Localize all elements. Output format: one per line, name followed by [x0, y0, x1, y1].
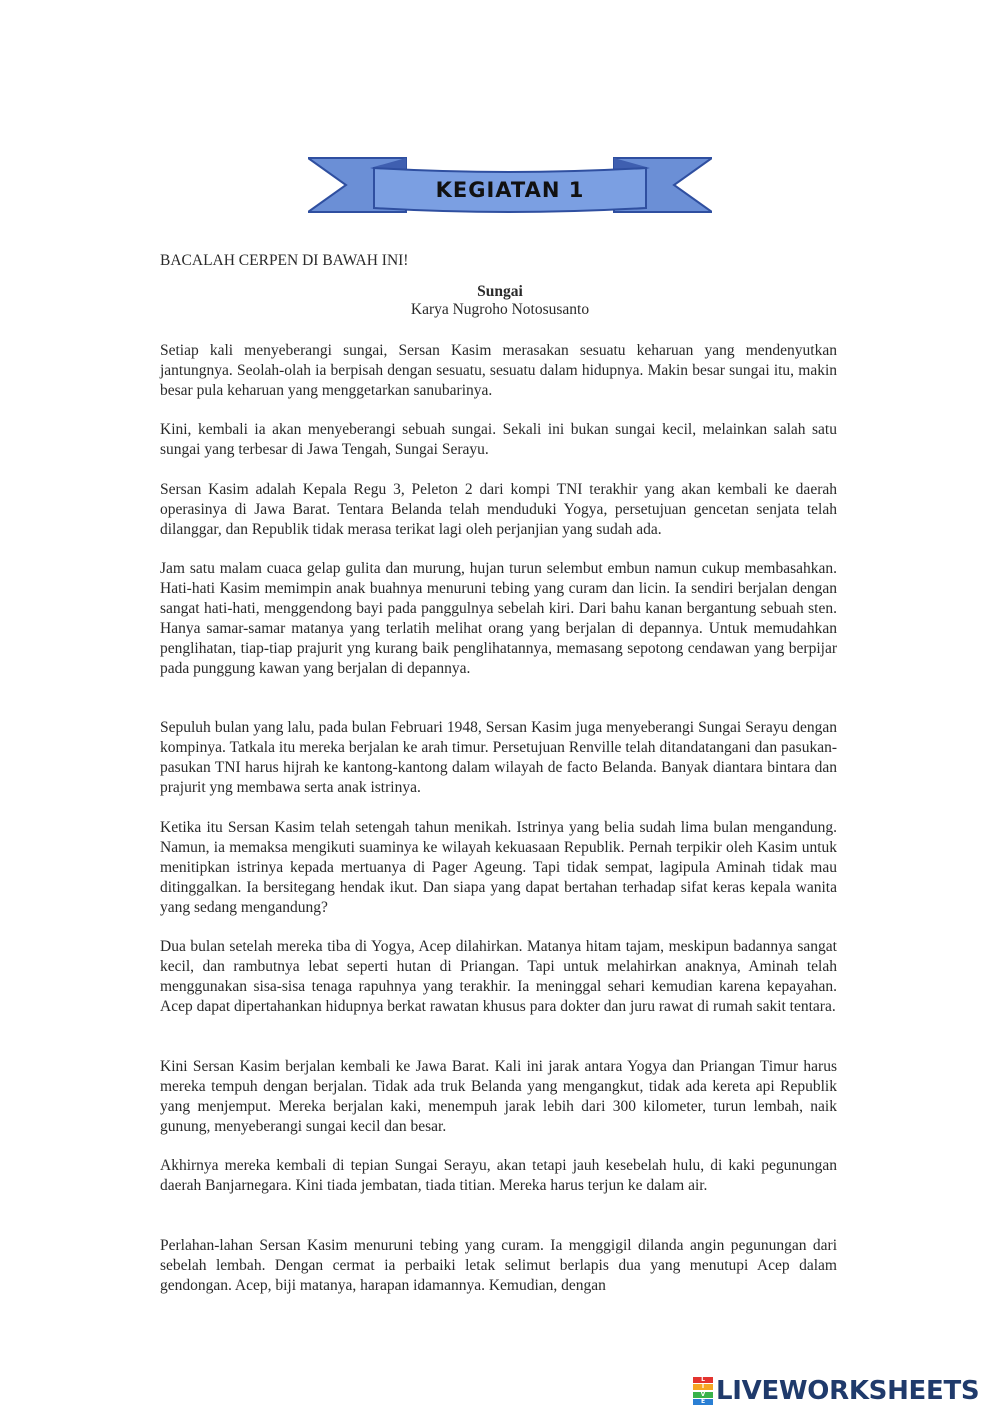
story-paragraph-6: Ketika itu Sersan Kasim telah setengah tahun menikah. Istrinya yang belia sudah lima bulan mengandung. Namun, ia memaksa mengikuti suaminya ke wilayah kekuasaan Republik. Pernah terpikir oleh Kasim untuk menitipkan istrinya kepada mertuanya di Pager Ageung. Tapi tidak sempat, lagipula Aminah tidak mau ditinggalkan. Ia bersitegang hendak ikut. Dan siapa yang dapat bertahan terhadap sifat keras kepala wanita yang sedang mengandung?: [160, 819, 837, 916]
banner-title: KEGIATAN 1: [435, 178, 585, 202]
story-title: Sungai: [477, 283, 523, 300]
story-paragraph-10: Perlahan-lahan Sersan Kasim menuruni tebing yang curam. Ia menggigil dilanda angin pegunungan dari sebelah lembah. Dengan cermat ia perbaiki letak selimut berlapis dua yang menutupi Acep dalam gendongan. Acep, biji matanya, harapan idamannya. Kemudian, dengan: [160, 1237, 837, 1294]
story-paragraph-7: Dua bulan setelah mereka tiba di Yogya, Acep dilahirkan. Matanya hitam tajam, meskipun badannya sangat kecil, dan rambutnya lebat seperti hutan di Priangan. Tapi untuk melahirkan anaknya, Aminah telah menggunakan sisa-sisa tenaga rapuhnya yang terakhir. Ia meninggal sehari kemudian karena kepayahan. Acep dapat dipertahankan hidupnya berkat rawatan khusus para dokter dan juru rawat di rumah sakit tentara.: [160, 938, 837, 1015]
logo-text: LIVEWORKSHEETS: [716, 1376, 980, 1406]
reading-instruction: BACALAH CERPEN DI BAWAH INI!: [160, 252, 409, 269]
story-paragraph-5: Sepuluh bulan yang lalu, pada bulan Februari 1948, Sersan Kasim juga menyeberangi Sungai Serayu dengan kompinya. Tatkala itu mereka berjalan ke arah timur. Persetujuan Renville telah ditandatangani dan pasukan-pasukan TNI harus hijrah ke kantong-kantong dalam wilayah de facto Belanda. Banyak diantara bintara dan prajurit yng membawa serta anak istrinya.: [160, 719, 837, 796]
story-paragraph-8: Kini Sersan Kasim berjalan kembali ke Jawa Barat. Kali ini jarak antara Yogya dan Priangan Timur harus mereka tempuh dengan berjalan. Tidak ada truk Belanda yang mengangkut, tidak ada kereta api Republik yang menjemput. Mereka berjalan kaki, menempuh jarak lebih dari 300 kilometer, turun lembah, naik gunung, menyeberangi sungai kecil dan besar.: [160, 1058, 837, 1135]
story-paragraph-9: Akhirnya mereka kembali di tepian Sungai Serayu, akan tetapi jauh kesebelah hulu, di kaki pegunungan daerah Banjarnegara. Kini tiada jembatan, tiada titian. Mereka harus terjun ke dalam air.: [160, 1157, 837, 1194]
story-author: Karya Nugroho Notosusanto: [410, 301, 590, 318]
story-paragraph-3: Sersan Kasim adalah Kepala Regu 3, Peleton 2 dari kompi TNI terakhir yang akan kembali ke daerah operasinya di Jawa Barat. Tentara Belanda telah menduduki Yogya, persetujuan gencetan senjata telah dilanggar, dan Republik tidak merasa terikat lagi oleh perjanjian yang sudah ada.: [160, 481, 837, 538]
story-paragraph-1: Setiap kali menyeberangi sungai, Sersan Kasim merasakan sesuatu keharuan yang mendenyutkan jantungnya. Seolah-olah ia berpisah dengan sesuatu, sesuatu dalam hidupnya. Makin besar sungai itu, makin besar pula keharuan yang menggetarkan sanubarinya.: [160, 342, 837, 399]
logo-mark-l: L: [693, 1377, 713, 1383]
activity-banner: [308, 150, 712, 220]
story-paragraph-4: Jam satu malam cuaca gelap gulita dan murung, hujan turun selembut embun namun cukup membasahkan. Hati-hati Kasim memimpin anak buahnya menuruni tebing yang curam dan licin. Ia sendiri berjalan dengan sangat hati-hati, menggendong bayi pada panggulnya sebelah kiri. Dari bahu kanan bergantung sebuah sten. Hanya samar-samar matanya yang terlatih melihat orang yang berjalan di depannya. Untuk memudahkan penglihatan, tiap-tiap prajurit yng kurang baik penglihatannya, memasang sepotong cendawan yang berpijar pada punggung kawan yang berjalan di depannya.: [160, 560, 837, 677]
liveworksheets-logo: [693, 1375, 979, 1407]
story-paragraph-2: Kini, kembali ia akan menyeberangi sebuah sungai. Sekali ini bukan sungai kecil, melainkan salah satu sungai yang terbesar di Jawa Tengah, Sungai Serayu.: [160, 421, 837, 458]
logo-mark-i: I: [693, 1384, 713, 1390]
logo-mark-e: E: [693, 1399, 713, 1405]
logo-mark-v: V: [693, 1392, 713, 1398]
logo-mark-icon: [693, 1377, 713, 1405]
